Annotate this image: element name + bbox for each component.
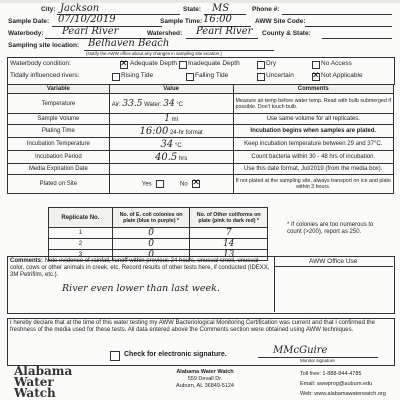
tidal-label: Tidally influenced rivers: <box>10 72 80 79</box>
sample-time-value[interactable]: 16:00 <box>203 14 232 25</box>
checkbox-not-applicable[interactable] <box>312 73 320 81</box>
checkbox-inadequate-depth[interactable] <box>179 61 187 69</box>
header-replicate-no: Replicate No. <box>49 208 113 228</box>
aww-logo: Alabama Water Watch <box>14 364 73 400</box>
city-label: City: <box>41 6 56 13</box>
header-ecoli: No. of E. coli colonies on plate (blue to purple) * <box>112 208 190 228</box>
table-row <box>8 175 394 194</box>
value-plating-time[interactable]: 16:00 24-hr format <box>109 125 233 138</box>
value-sample-volume[interactable]: 1 ml <box>109 114 233 125</box>
falling-tide-label: Falling Tide <box>195 72 229 79</box>
checkbox-dry[interactable] <box>257 61 265 69</box>
dry-label: Dry <box>266 60 277 67</box>
watershed-label: Watershed: <box>147 30 183 37</box>
county-state-label: County & State: <box>262 30 311 37</box>
checkbox-adequate-depth[interactable] <box>120 61 128 69</box>
table-row <box>8 164 394 175</box>
checkbox-falling-tide[interactable] <box>186 73 194 81</box>
replicate-number: 2 <box>49 239 113 250</box>
replicate-number: 1 <box>49 228 113 239</box>
checkbox-plated-yes[interactable] <box>156 180 164 188</box>
state-value[interactable]: MS <box>212 3 230 14</box>
value-plated-on-site[interactable] <box>109 175 233 194</box>
checkbox-no-access[interactable] <box>312 61 320 69</box>
office-use-label: AWW Office Use <box>309 258 358 265</box>
header-comments: Comments <box>233 85 393 94</box>
variable-incubation-period: Incubation Period <box>8 151 110 164</box>
rising-tide-label: Rising Tide <box>121 72 154 79</box>
table-row <box>8 138 394 151</box>
checkbox-electronic-signature[interactable] <box>110 351 120 361</box>
value-temperature[interactable]: Air: 33.5 Water: 34 °C <box>109 94 233 114</box>
header-variable: Variable <box>8 85 110 94</box>
comments-instructions: Comments: Note evidence of rainfall, runoff within previous 24 hours, unusual smell, unusual color, cows or other animals in creek, etc. Record results of other tests here, if conducted (IDEXX, 3M Petrifilm, etc.). <box>10 258 270 279</box>
colony-note: * If colonies are too numerous to count (>200), report as 250. <box>287 222 374 236</box>
sample-time-label: Sample Time: <box>160 18 203 25</box>
table-row <box>8 125 394 138</box>
water-temp-value: 34 <box>163 98 175 109</box>
ecoli-count[interactable]: 0 <box>112 228 190 239</box>
coliform-count[interactable]: 7 <box>190 228 268 239</box>
table-row <box>49 239 268 250</box>
value-media-expiration[interactable] <box>109 164 233 175</box>
not-applicable-label: Not Applicable <box>321 72 363 79</box>
checkbox-uncertain[interactable] <box>257 73 265 81</box>
comment-temperature: Measure air temp before water temp. Read with bulb submerged if possible. Don't touch bulb. <box>233 94 393 114</box>
sample-date-value[interactable]: 07/10/2019 <box>58 14 116 25</box>
footer-email[interactable]: Email: awwprog@auburn.edu <box>300 381 373 387</box>
variables-table <box>7 84 394 194</box>
variable-incubation-temperature: Incubation Temperature <box>8 138 110 151</box>
value-incubation-period[interactable]: 40.5 hrs <box>109 151 233 164</box>
state-label: State: <box>183 6 202 13</box>
variable-temperature: Temperature <box>8 94 110 114</box>
location-label: Sampling site location: <box>8 42 80 49</box>
checkbox-plated-no[interactable] <box>192 180 200 188</box>
footer-phone: Toll free: 1-888-844-4785 <box>300 371 362 377</box>
air-temp-value: 33.5 <box>122 98 143 109</box>
variable-plated-on-site: Plated on Site <box>8 175 110 194</box>
waterbody-condition-label: Waterbody condition: <box>10 60 71 67</box>
waterbody-label: Waterbody: <box>8 30 44 37</box>
adequate-depth-label: Adequate Depth <box>130 60 177 67</box>
yes-label: Yes <box>141 181 152 188</box>
monitor-signature[interactable]: MMcGuire <box>273 345 328 356</box>
phone-label: Phone #: <box>252 6 280 13</box>
variable-media-expiration: Media Expiration Date <box>8 164 110 175</box>
sample-date-label: Sample Date: <box>8 18 50 25</box>
ecoli-count[interactable]: 0 <box>112 250 190 261</box>
checkbox-rising-tide[interactable] <box>112 73 120 81</box>
header-other-coliforms: No. of Other coliforms on plate (pink to dark red) * <box>190 208 268 228</box>
coliform-count[interactable]: 13 <box>190 250 268 261</box>
table-row <box>8 151 394 164</box>
comment-sample-volume: Use same volume for all replicates. <box>233 114 393 125</box>
location-value[interactable]: Belhaven Beach <box>88 38 170 49</box>
coliform-count[interactable]: 14 <box>190 239 268 250</box>
inadequate-depth-label: Inadequate Depth <box>188 60 240 67</box>
variable-sample-volume: Sample Volume <box>8 114 110 125</box>
variable-plating-time: Plating Time <box>8 125 110 138</box>
comment-media-expiration: Use this date format, Jul/2019 (from the media box). <box>233 164 393 175</box>
table-row <box>8 114 394 125</box>
no-label: No <box>180 181 188 188</box>
monitor-signature-label: Monitor signature <box>300 358 335 363</box>
comment-plating-time: Incubation begins when samples are plated. <box>233 125 393 138</box>
footer-org: Alabama Water Watch <box>176 369 234 375</box>
table-row <box>49 228 268 239</box>
replicate-number: 3 <box>49 250 113 261</box>
comment-incubation-temperature: Keep incubation temperature between 29 and 37°C. <box>233 138 393 151</box>
certification-text: I hereby declare that at the time of this water testing my AWW Bacteriological Monitoring Certification was current and that I confirmed the freshness of the media used for these tests. All data entered above the Comments section were obtained using AWW techniques. <box>10 320 375 334</box>
no-access-label: No Access <box>321 60 352 67</box>
footer-address: Alabama Water Watch 559 Devall Dr. Auburn, AL 36849-5124 <box>150 369 260 390</box>
header-value: Value <box>109 85 233 94</box>
value-incubation-temperature[interactable]: 34 °C <box>109 138 233 151</box>
comments-handwritten[interactable]: River even lower than last week. <box>62 283 220 294</box>
waterbody-value[interactable]: Pearl River <box>62 26 119 37</box>
electronic-signature-label: Check for electronic signature. <box>124 351 227 358</box>
ecoli-count[interactable]: 0 <box>112 239 190 250</box>
footer-web[interactable]: Web: www.alabamawaterwatch.org <box>300 391 386 397</box>
footer-contact <box>300 369 398 399</box>
table-row <box>8 94 394 114</box>
aww-site-code-label: AWW Site Code: <box>255 18 306 25</box>
watershed-value[interactable]: Pearl River <box>196 26 253 37</box>
comment-incubation-period: Count bacteria within 30 - 48 hrs of incubation. <box>233 151 393 164</box>
uncertain-label: Uncertain <box>266 72 294 79</box>
replicates-table <box>48 207 268 261</box>
city-value[interactable]: Jackson <box>60 3 100 14</box>
comment-plated-on-site: If not plated at the sampling site, always transport on ice and plate within 3 hours. <box>233 175 393 194</box>
location-note: (Notify the AWW office about any changes in sampling site location.) <box>86 51 222 56</box>
